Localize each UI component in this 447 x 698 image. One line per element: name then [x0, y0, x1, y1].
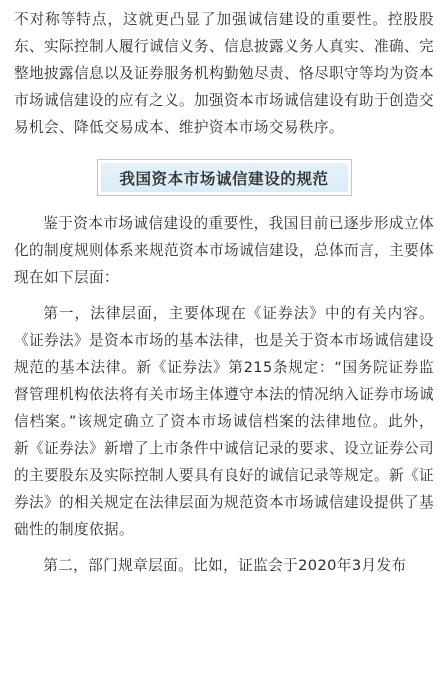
paragraph-overview: 鉴于资本市场诚信建设的重要性，我国目前已逐步形成立体化的制度规则体系来规范资本市场诚信建设，总体而言，主要体现在如下层面：	[14, 215, 434, 286]
paragraph-gap	[14, 543, 434, 552]
paragraph-regulation-level: 第二，部门规章层面。比如，证监会于2020年3月发布	[43, 557, 407, 574]
section-heading: 我国资本市场诚信建设的规范	[119, 169, 329, 188]
paragraph-gap	[14, 291, 434, 300]
intro-paragraph: 不对称等特点，这就更凸显了加强诚信建设的重要性。控股股东、实际控制人履行诚信义务、信息披露义务人真实、准确、完整地披露信息以及证券服务机构勤勉尽责、恪尽职守等均为资本市场诚信建设的应有之义。加强资本市场诚信建设有助于创造交易机会、降低交易成本、维护资本市场交易秩序。	[14, 11, 434, 136]
article-body	[14, 0, 434, 579]
section-heading-box	[97, 159, 352, 196]
section-heading-background	[101, 163, 348, 192]
section-heading-container	[14, 159, 434, 196]
paragraph-law-level: 第一，法律层面，主要体现在《证券法》中的有关内容。《证券法》是资本市场的基本法律，也是关于资本市场诚信建设规范的基本法律。新《证券法》第215条规定：“国务院证券监督管理机构依法将有关市场主体遵守本法的情况纳入证券市场诚信档案。”该规定确立了资本市场诚信档案的法律地位。此外，新《证券法》新增了上市条件中诚信记录的要求、设立证券公司的主要股东及实际控制人要具有良好的诚信记录等规定。新《证券法》的相关规定在法律层面为规范资本市场诚信建设提供了基础性的制度依据。	[14, 305, 434, 538]
